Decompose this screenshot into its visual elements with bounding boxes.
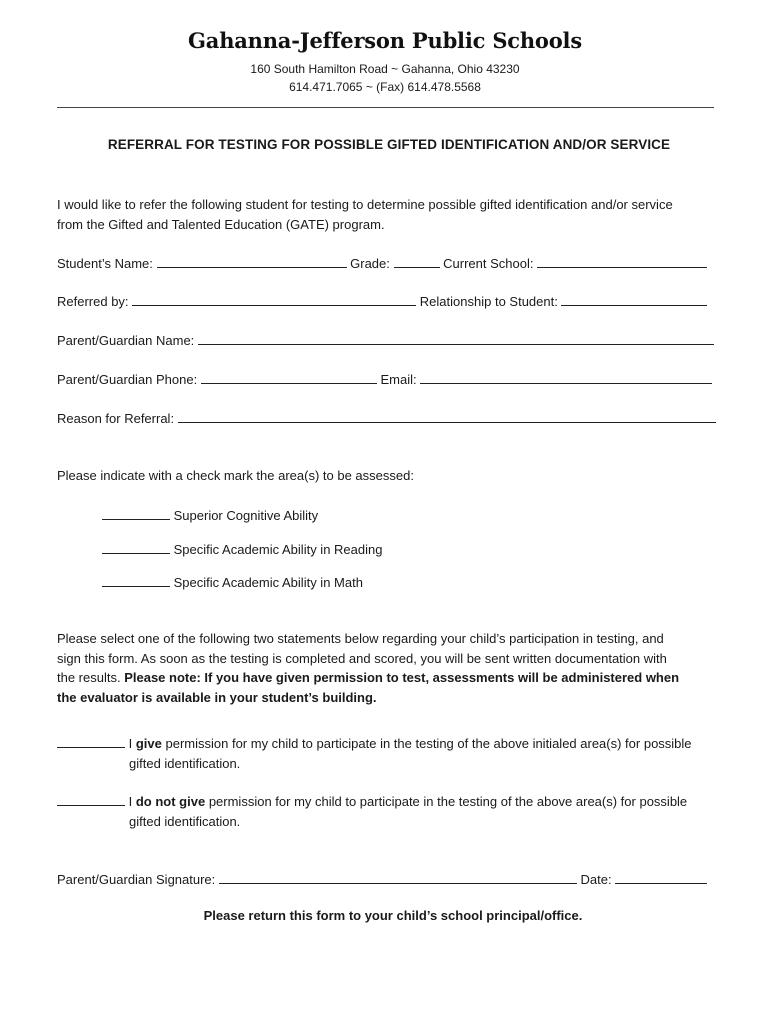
email-field[interactable]	[420, 371, 712, 384]
relationship-label: Relationship to Student:	[419, 294, 558, 309]
parent-name-field[interactable]	[198, 332, 714, 345]
referrer-row	[57, 293, 707, 309]
area-label: Specific Academic Ability in Math	[173, 575, 363, 590]
give-permission-initial-field[interactable]	[57, 735, 125, 748]
select-line-3: the results.	[57, 670, 125, 685]
school-phones: 614.471.7065 ~ (Fax) 614.478.5568	[289, 80, 481, 94]
not-give-rest: permission for my child to participate in the testing of the above area(s) for possible	[205, 794, 688, 809]
parent-phone-label: Parent/Guardian Phone:	[57, 372, 198, 387]
area-label: Specific Academic Ability in Reading	[173, 542, 383, 557]
give-rest: permission for my child to participate in the testing of the above initialed area(s) for possible	[161, 736, 692, 751]
parent-phone-field[interactable]	[201, 371, 377, 384]
referred-by-label: Referred by:	[57, 294, 129, 309]
intro-line-2: from the Gifted and Talented Education (GATE) program.	[57, 216, 385, 232]
select-line-2: sign this form. As soon as the testing is completed and scored, you will be sent written documentation with	[57, 650, 667, 666]
relationship-field[interactable]	[561, 293, 707, 306]
give-line-2: gifted identification.	[129, 755, 241, 771]
area-checkmark-field[interactable]	[102, 541, 170, 554]
school-address: 160 South Hamilton Road ~ Gahanna, Ohio 43230	[250, 62, 520, 76]
area-option-reading	[102, 541, 382, 557]
school-name: Gahanna-Jefferson Public Schools	[188, 28, 582, 53]
select-statement-paragraph	[57, 629, 727, 707]
area-option-cognitive	[102, 507, 318, 523]
give-bold: give	[135, 736, 162, 751]
reason-label: Reason for Referral:	[57, 411, 175, 426]
not-give-permission-statement	[57, 792, 737, 831]
area-checkmark-field[interactable]	[102, 507, 170, 520]
areas-prompt: Please indicate with a check mark the area(s) to be assessed:	[57, 468, 414, 483]
intro-line-1: I would like to refer the following student for testing to determine possible gifted identification and/or service	[57, 197, 673, 212]
signature-label: Parent/Guardian Signature:	[57, 872, 216, 887]
current-school-label: Current School:	[443, 256, 534, 271]
student-name-field[interactable]	[157, 255, 347, 268]
return-instructions: Please return this form to your child’s school principal/office.	[203, 908, 583, 923]
parent-name-row	[57, 332, 714, 348]
area-label: Superior Cognitive Ability	[173, 508, 319, 523]
grade-label: Grade:	[350, 256, 390, 271]
not-give-bold: do not give	[135, 794, 206, 809]
parent-contact-row	[57, 371, 712, 387]
not-give-prefix: I	[128, 794, 136, 809]
not-give-line-2: gifted identification.	[129, 813, 241, 829]
reason-row	[57, 410, 716, 426]
form-title: REFERRAL FOR TESTING FOR POSSIBLE GIFTED IDENTIFICATION AND/OR SERVICE	[107, 137, 671, 152]
current-school-field[interactable]	[537, 255, 707, 268]
referred-by-field[interactable]	[132, 293, 416, 306]
please-note-text-2: the evaluator is available in your student’s building.	[57, 689, 377, 705]
area-option-math	[102, 574, 363, 590]
student-name-label: Student’s Name:	[57, 256, 153, 271]
student-info-row	[57, 255, 707, 271]
select-line-1: Please select one of the following two statements below regarding your child’s participation in testing, and	[57, 631, 664, 646]
parent-name-label: Parent/Guardian Name:	[57, 333, 195, 348]
date-field[interactable]	[615, 871, 707, 884]
please-note-text: Please note: If you have given permission to test, assessments will be administered when	[124, 670, 680, 685]
not-give-permission-initial-field[interactable]	[57, 793, 125, 806]
date-label: Date:	[580, 872, 612, 887]
reason-field[interactable]	[178, 410, 716, 423]
signature-field[interactable]	[219, 871, 577, 884]
grade-field[interactable]	[394, 255, 440, 268]
intro-paragraph	[57, 195, 727, 234]
area-checkmark-field[interactable]	[102, 574, 170, 587]
header-divider	[57, 107, 714, 108]
give-prefix: I	[128, 736, 136, 751]
give-permission-statement	[57, 734, 737, 773]
signature-row	[57, 871, 707, 887]
email-label: Email:	[380, 372, 417, 387]
